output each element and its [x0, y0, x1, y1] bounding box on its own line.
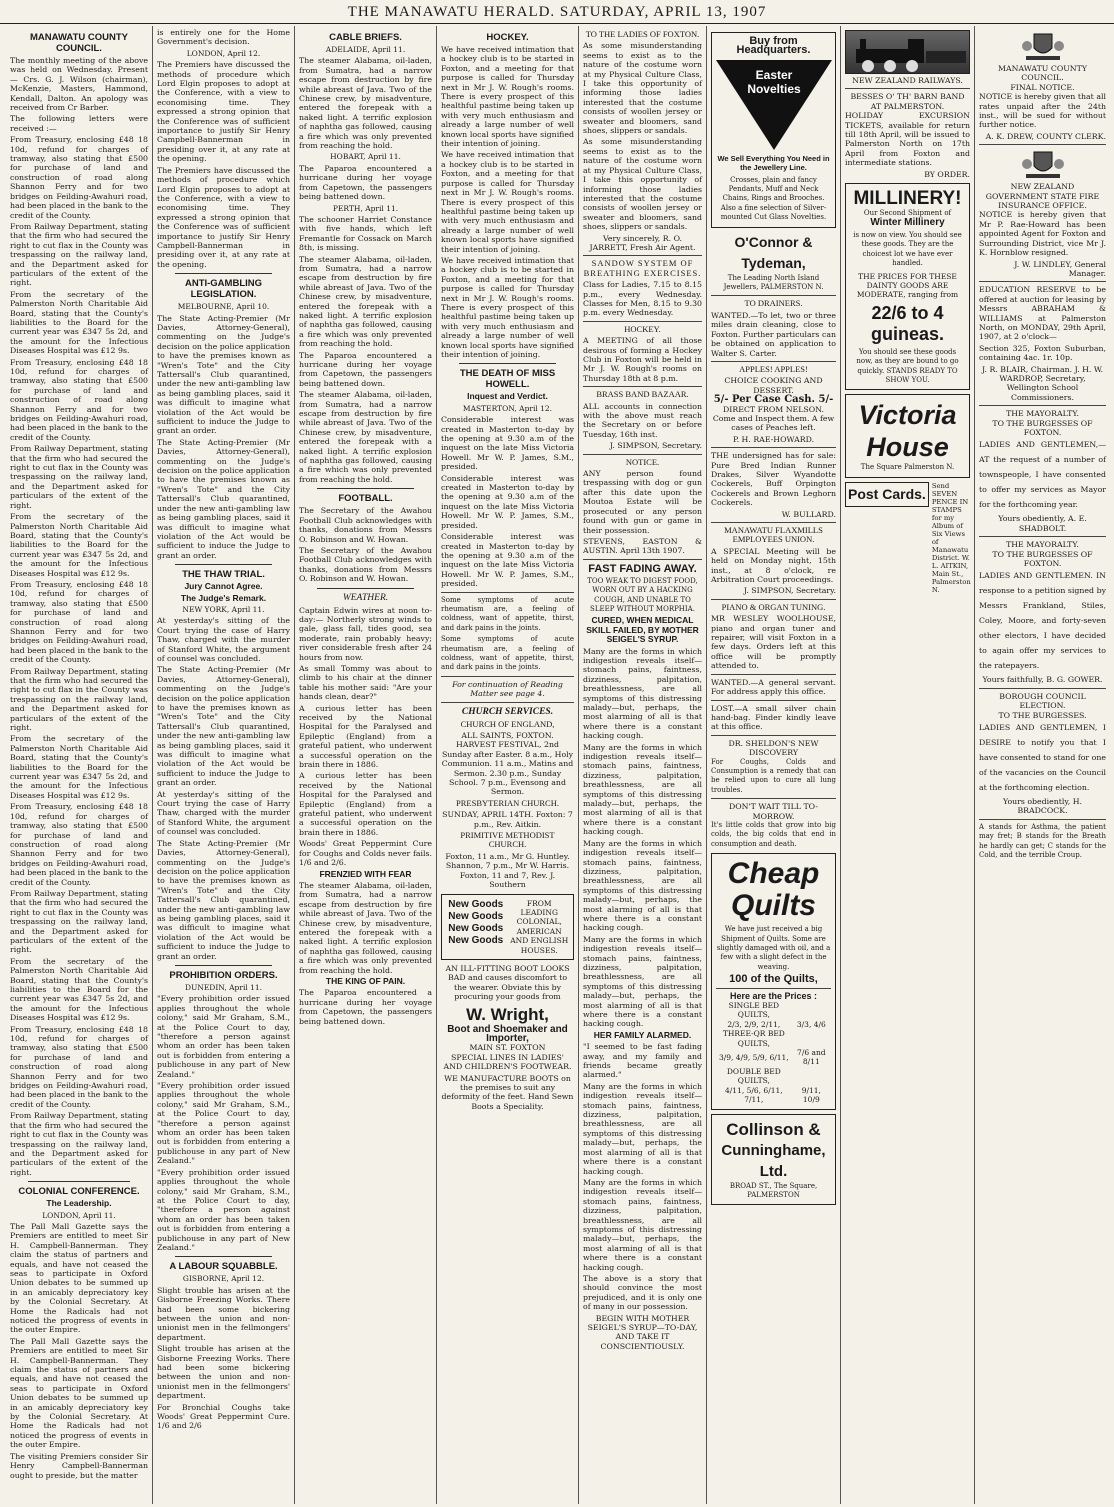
price-cell: DOUBLE BED QUILTS, [726, 1066, 781, 1086]
price-row [716, 1086, 831, 1105]
collinson-ad [711, 1114, 836, 1206]
article-text: TOO WEAK TO DIGEST FOOD, WORN OUT BY A HACKING COUGH, AND UNABLE TO SLEEP WITHOUT MORPHIA. [587, 576, 698, 613]
article-text: Slight trouble has arisen at the Gisborne Freezing Works. There had been some bickering between the union and non-unionist men in the fellmongers' department. [157, 1285, 290, 1342]
ad-text: Crosses, plain and fancy Pendants, Muff and Neck Chains, Rings and Brooches. Also a fine selection of Silver-mounted Cut Glass Novelties. [720, 175, 827, 222]
article-text: From Treasury, enclosing £48 18 10d, refund for charges of tramway, also stating that £500 for purchase of land and construction of road along Shannon Ferry and for two bridges on Feilding-Awahuri road, had been placed in the bank to the credit of the County. [10, 135, 148, 220]
column-6 [706, 26, 840, 1504]
article-text: From the secretary of the Palmerston North Charitable Aid Board, stating that the County's liabilities to the Board for the current year was £347 5s 2d, and the amount for the Infectious Diseases Hospital was £12 9s. [10, 956, 148, 1023]
article-heading: TO DRAINERS. [744, 298, 803, 309]
article-text: SPECIAL LINES IN LADIES' AND CHILDREN'S FOOTWEAR. [443, 1052, 572, 1072]
dateline: MASTERTON, April 12. [462, 403, 553, 413]
price-row [716, 1048, 831, 1067]
divider [459, 363, 556, 364]
article-text: is entirely one for the Home Government's decision. [157, 28, 290, 47]
divider [583, 559, 702, 560]
article-text: For Bronchial Coughs take Woods' Great Peppermint Cure. 1/6 and 2/6 [157, 1402, 290, 1431]
article-text: Some symptoms of acute rheumatism are, a feeling of coldness, want of appetite, thirst, and dark pains in the joints. [441, 595, 574, 632]
article-text: From Railway Department, stating that the firm who had secured the right to cut flax in the County was trespassing on the railway land, and the Department asked for particulars of the extent of the right. [10, 666, 148, 733]
article-text: The Premiers have discussed the methods of procedure which Lord Elgin proposes to adopt at the Conference, with a view to economising time. They expressed a strong opinion that the Conference was of sufficient importance to justify Sir Henry Campbell-Bannerman in presiding over it, at any rate at the opening. [157, 60, 290, 164]
article-text: ANY person found trespassing with dog or gun after this date upon the Moutoa Estate will be prosecuted or any person found with gun or game in their possession. [583, 469, 702, 535]
article-subheading: HER FAMILY ALARMED. [593, 1029, 692, 1040]
article-text: HOLIDAY EXCURSION TICKETS, available for return till 18th April, will be issued to Palmerston North on 17th April from Foxton and intermediate stations. [845, 111, 970, 168]
article-text: The steamer Alabama, oil-laden, from Sumatra, had a narrow escape from destruction by fire while abreast of Java. Two of the Chinese crew, by misadventure, entered the forepeak with a naked light. A terrific explosion of naphtha gas followed, causing a fire which was only prevented from reaching the hold. [299, 56, 432, 151]
divider [317, 488, 414, 489]
article-heading: ANTI-GAMBLING LEGISLATION. [184, 278, 263, 301]
article-text: From Treasury, enclosing £48 18 10d, refund for charges of tramway, also stating that £500 for purchase of land and construction of road along Shannon Ferry and for two bridges on Feilding-Awahuri road, had been placed in the bank to the credit of the County. [10, 357, 148, 442]
millinery-text: THE PRICES FOR THESE DAINTY GOODS ARE MODERATE, ranging from [856, 271, 959, 300]
dateline: PERTH, April 11. [332, 203, 399, 213]
signature: STEVENS, EASTON & AUSTIN. April 13th 1907. [583, 536, 702, 556]
newspaper-page [6, 26, 1110, 1504]
divider [711, 735, 836, 736]
divider [979, 688, 1106, 689]
collinson-address: BROAD ST., The Square, PALMERSTON [729, 1181, 818, 1199]
article-text: The Paparoa encountered a hurricane during her voyage from Capetown, the passengers being battened down. [299, 163, 432, 202]
article-heading: FAST FADING AWAY. [588, 562, 697, 575]
article-text: As some misunderstanding seems to exist as to the nature of the costume worn at my Physical Culture Class, I take this opportunity of informing those ladies interested that the costume consists of woollen jersey or sweater and bloomers, sand shoes, slippers or sandals. [583, 137, 702, 232]
article-text: Considerable interest was created in Masterton to-day by the opening at 9.30 a.m of the inquest on the late Miss Victoria Howell. Mr W. P. James, S.M., presided. [441, 473, 574, 530]
article-text: LOST.—A small silver chain hand-bag. Finder kindly leave at this office. [711, 703, 836, 732]
quilts-text: We have just received a big Shipment of Quilts. Some are slightly damaged with oil, and a few with a slight defect in the weaving. [716, 925, 831, 971]
article-text: WANTED.—A general servant. For address apply this office. [711, 677, 836, 697]
dateline: LONDON, April 12. [186, 48, 261, 58]
new-goods-label: New Goods [448, 922, 504, 934]
divider [583, 386, 702, 387]
masthead: THE MANAWATU HERALD. SATURDAY, APRIL 13, 1907 [0, 0, 1114, 24]
article-text: From Railway Department, stating that the firm who had secured the right to cut flax in the County was trespassing on the railway land, and the Department asked for particulars of the extent of the right. [10, 888, 148, 955]
article-heading: CABLE BRIEFS. [329, 32, 402, 43]
crest-icon [1020, 148, 1066, 180]
price-row [716, 1067, 831, 1086]
divider [711, 295, 836, 296]
coat-of-arms [1020, 30, 1066, 62]
price-row [716, 1001, 831, 1020]
article-text: Many are the forms in which indigestion reveals itself—stomach pains, faintness, dizziness, palpitation, breathlessness, are all symptoms of this distressing malady—but, perhaps, the most alarming of all is that where there is a constant hacking cough. [583, 934, 702, 1029]
column-1 [6, 26, 152, 1504]
divider [583, 255, 702, 256]
column-4 [436, 26, 578, 1504]
article-heading: APPLES! APPLES! [739, 363, 808, 374]
article-text: From Railway Department, stating that the firm who had secured the right to cut flax in the County was trespassing on the railway land, and the Department asked for particulars of the extent of the right. [10, 444, 148, 510]
article-subheading: PRESBYTERIAN CHURCH. [456, 797, 559, 808]
article-text: SUNDAY, APRIL 14TH. Foxton: 7 p.m., Rev. Aitkin. [442, 810, 573, 829]
dateline: MELBOURNE, April 10. [177, 302, 270, 312]
article-text: NOTICE is hereby given that Mr P. Rae-Howard has been appointed Agent for Foxton and Surrounding District, vice Mr J. K. Hornblow resigned. [979, 210, 1106, 258]
new-goods-ad [441, 894, 574, 960]
signature: Very sincerely, R. O. JARRETT, Fresh Air Agent. [589, 233, 696, 252]
article-subheading: The Leadership. [46, 1198, 112, 1209]
price-cell: SINGLE BED QUILTS, [728, 1001, 780, 1020]
article-text: "I seemed to be fast fading away, and my family and friends became greatly alarmed." [583, 1042, 702, 1080]
article-text: AN ILL-FITTING BOOT LOOKS BAD and causes discomfort to the wearer. Obviate this by procuring your goods from [445, 963, 570, 1002]
article-text: WE MANUFACTURE BOOTS on the premises to suit any deformity of the feet. Hand Sewn Boots a Speciality. [441, 1073, 574, 1111]
price-cell: 9/11, 10/9 [801, 1085, 821, 1105]
price-row [716, 1020, 831, 1029]
article-text: Many are the forms in which indigestion reveals itself—stomach pains, faintness, dizziness, palpitation, breathlessness, are all symptoms of this distressing malady—but, perhaps, the most alarming of all is that where there is a constant hacking cough. [583, 742, 702, 837]
continuation-note: For continuation of Reading Matter see page 4. [452, 679, 563, 699]
article-text: The State Acting-Premier (Mr Davies, Attorney-General), commenting on the Judge's decision on the police application to have the premises known as "Wren's Tote" and the City Tattersall's Club quarantined, under the new anti-gambling law as being gambling places, said it was difficult to imagine what violation of the Act would be sufficient to induce the Judge to grant an order. [157, 665, 290, 788]
article-text: It's little colds that grow into big colds, the big colds that end in consumption and death. [711, 820, 836, 848]
millinery-text: is now on view. You should see these goods. They are the choicest lot we have ever handled. [853, 230, 962, 268]
article-text: The Secretary of the Awahou Football Club acknowledges with thanks, donations from Messrs O. Robinson and W. Howan. [299, 545, 432, 584]
divider [28, 1181, 130, 1182]
article-text: Slight trouble has arisen at the Gisborne Freezing Works. There had been some bickering between the union and non-unionist men in the fellmongers' department. [157, 1344, 290, 1401]
ad-headline: Buy from Headquarters. [736, 35, 811, 57]
signature: J. SIMPSON, Secretary. [609, 441, 702, 451]
article-subheading: CHURCH OF ENGLAND, [460, 718, 555, 729]
dateline: DUNEDIN, April 11. [184, 982, 263, 992]
article-text: THE undersigned has for sale: Pure Bred Indian Runner Drakes, Silver Wyandotte Cockerels, Buff Orpington Cockerels and Brown Leghorn Cockerels. [711, 451, 836, 508]
jeweller-ad [711, 32, 836, 228]
article-text: Woods' Great Peppermint Cure for Coughs and Colds never fails. 1/6 and 2/6. [299, 839, 432, 868]
divider [711, 447, 836, 448]
triangle-badge [716, 60, 832, 150]
wright-name: W. Wright, [466, 1004, 549, 1024]
divider [583, 454, 702, 455]
article-heading: DR. SHELDON'S NEW DISCOVERY [728, 738, 819, 758]
article-subheading: TO THE BURGESSES OF FOXTON. [992, 549, 1093, 569]
article-text: A curious letter has been received by the National Hospital for the Paralysed and Epileptic (England) from a grateful patient, who underwent a successful operation on the brain there in 1886. [299, 771, 432, 837]
millinery-subtitle: Our Second Shipment of [863, 209, 952, 218]
article-text: From Railway Department, stating that the firm who had secured the right to cut flax in the County was trespassing on the railway land, and the Department asked for particulars of the extent of the right. [10, 1111, 148, 1177]
article-heading: THE DEATH OF MISS HOWELL. [459, 368, 556, 391]
article-text: Some symptoms of acute rheumatism are, a feeling of coldness, want of appetite, thirst, and dark pains in the joints. [441, 635, 574, 672]
article-text: Captain Edwin wires at noon to-day:— Northerly strong winds to gale, glass fall, tides good, sea moderate, rain probably heavy; river considerable fresh after 24 hours from now. [299, 605, 432, 662]
coat-of-arms [1020, 148, 1066, 180]
column-7 [840, 26, 974, 1504]
divider [317, 588, 414, 589]
price-cell [792, 1029, 831, 1048]
article-heading: HOCKEY. [486, 32, 529, 43]
article-text: LADIES AND GENTLEMEN, I DESIRE to notify you that I have consented to stand for one of the vacancies on the Council at the forthcoming election. [979, 723, 1106, 793]
article-text: BEGIN WITH MOTHER SEIGEL'S SYRUP—TO-DAY, AND TAKE IT CONSCIENTIOUSLY. [587, 1313, 698, 1351]
article-text: The schooner Harriet Constance with five hands, which left Fremantle for Cossack on March 8th, is missing. [299, 214, 432, 253]
jeweller-subtitle: The Leading North Island Jewellers, PALMERSTON N. [723, 273, 824, 292]
price-cell: 4/11, 5/6, 6/11, 7/11, [724, 1085, 783, 1105]
price-table [716, 1001, 831, 1104]
article-heading: WEATHER. [342, 592, 389, 603]
dateline: ADELAIDE, April 11. [325, 45, 406, 54]
divider [716, 988, 831, 989]
divider [979, 536, 1106, 537]
divider [979, 281, 1106, 282]
article-heading: BRASS BAND BAZAAR. [596, 389, 689, 400]
divider [979, 819, 1106, 820]
millinery-subtitle: Winter Millinery [870, 217, 945, 229]
article-heading: CHURCH SERVICES. [461, 706, 554, 717]
divider [711, 700, 836, 701]
article-text: Class for Ladies, 7.15 to 8.15 p.m., every Wednesday. Classes for Men, 8.15 to 9.30 p.m. every Wednesday. [583, 280, 702, 318]
new-goods-side: FROM LEADING COLONIAL, AMERICAN AND ENGLISH HOUSES. [510, 898, 569, 955]
article-text: From Railway Department, stating that the firm who had secured the right to cut flax in the County was trespassing on the railway land, and the Department asked for particulars of the extent of the right. [10, 221, 148, 288]
quilts-title: Cheap [727, 857, 820, 891]
article-heading: HOCKEY. [624, 323, 661, 334]
price-cell: 2/3, 2/9, 2/11, [727, 1019, 781, 1029]
article-text: The Pall Mall Gazette says the Premiers are entitled to meet Sir H. Campbell-Bannerman. They claim the status of partners and equals, and have not ceased the seas to participate in Oxford Union debates to be summed up in an amicably depreciatory key by the Colonial Secretary. At Home the Radicals had not noticed the progress of events in the outer Empire. [10, 1221, 148, 1335]
signature: Yours faithfully, B. G. GOWER. [982, 675, 1103, 685]
column-3 [294, 26, 436, 1504]
article-text: As small Tommy was about to climb to his chair at the dinner table his mother said: "Are your hands clean, dear?" [299, 663, 432, 702]
article-text: As some misunderstanding seems to exist as to the nature of the costume worn at my Physical Culture Class, I take this opportunity of informing those ladies interested that the costume consists of woollen jersey or sweater and bloomers, sand shoes, slippers or sandals. [583, 41, 702, 136]
article-text: "Every prohibition order issued applies throughout the whole colony," said Mr Graham, S.M., at the Police Court to day, "therefore a person against whom an order has been taken out is forbidden from entering a publichouse in any part of New Zealand." [157, 1081, 290, 1166]
article-subheading: BESSES O' TH' BARN BAND AT PALMERSTON. [850, 92, 965, 111]
article-text: Many are the forms in which indigestion reveals itself—stomach pains, faintness, dizziness, palpitation, breathlessness, are all symptoms of this distressing malady—but, perhaps, the most alarming of all is that where there is a constant hacking cough. [583, 1177, 702, 1272]
divider [979, 405, 1106, 406]
article-text: Many are the forms in which indigestion reveals itself—stomach pains, faintness, dizziness, palpitation, breathlessness, are all symptoms of this distressing malady—but, perhaps, the most alarming of all is that where there is a constant hacking cough. [583, 1081, 702, 1176]
victoria-house-ad [845, 394, 970, 477]
divider [441, 592, 574, 593]
article-subheading: Inquest and Verdict. [467, 391, 548, 402]
article-heading: BOROUGH COUNCIL ELECTION. [999, 691, 1086, 711]
article-subheading: FINAL NOTICE. [1010, 82, 1075, 92]
article-subheading: TO THE BURGESSES OF FOXTON. [992, 418, 1093, 437]
divider [711, 599, 836, 600]
article-text: From the secretary of the Palmerston North Charitable Aid Board, stating that the County's liabilities to the Board for the current year was £347 5s 2d, and the amount for the Infectious Diseases Hospital was £12 9s. [10, 512, 148, 578]
dateline: HOBART, April 11. [330, 152, 401, 162]
article-text: EDUCATION RESERVE to be offered at auction for leasing by Messrs ABRAHAM & WILLIAMS at Palmerston North, on MONDAY, 29th April, 1907, at 2 o'clock— [979, 285, 1106, 342]
article-text: Considerable interest was created in Masterton to-day by the opening at 9.30 a.m of the inquest on the late Miss Victoria Howell. Mr W. P. James, S.M., presided. [441, 532, 574, 589]
article-text: The Premiers have discussed the methods of procedure which Lord Elgin proposes to adopt at the Conference, with a view to economising time. They expressed a strong opinion that the Conference was of sufficient importance to justify Sir Henry Campbell-Bannerman in presiding over it, at any rate at the opening. [157, 165, 290, 269]
article-heading: DON'T WAIT TILL TO-MORROW. [729, 802, 818, 821]
article-heading: NOTICE. [625, 456, 660, 467]
article-heading: A LABOUR SQUABBLE. [169, 1261, 278, 1273]
article-heading: THE THAW TRIAL. [182, 569, 265, 581]
signature: Yours obediently, H. BRADCOCK. [1002, 797, 1083, 816]
article-text: ALL SAINTS, FOXTON. HARVEST FESTIVAL, 2nd Sunday after Easter. 8 a.m., Holy Communion. 11 a.m., Matins and Sermon. 2.30 p.m., Sunday School. 7 p.m., Evensong and Sermon. [441, 731, 574, 797]
article-text: The State Acting-Premier (Mr Davies, Attorney-General), commenting on the Judge's decision on the police application to have the premises known as "Wren's Tote" and the City Tattersall's Club quarantined, under the new anti-gambling law as being gambling places, said it was difficult to imagine what violation of the Act would be sufficient to induce the Judge to grant an order. [157, 437, 290, 560]
postcards-ad [845, 482, 970, 594]
new-goods-label: New Goods [448, 934, 504, 946]
article-text: From the secretary of the Palmerston North Charitable Aid Board, stating that the County's liabilities to the Board for the current year was £347 5s 2d, and the amount for the Infectious Diseases Hospital was £12 9s. [10, 289, 148, 356]
article-text: MR WESLEY WOOLHOUSE, piano and organ tuner and repairer, will visit Foxton in a few days. Orders left at this office will be promptly attended to. [711, 614, 836, 671]
divider [979, 144, 1106, 145]
article-text: The Secretary of the Awahou Football Club acknowledges with thanks, donations from Messrs O. Robinson and W. Howan. [299, 506, 432, 544]
column-8 [974, 26, 1110, 1504]
article-text: From Treasury, enclosing £48 18 10d, refund for charges of tramway, also stating that £500 for purchase of land and construction of road along Shannon Ferry and for two bridges on Feilding-Awahuri road, had been placed in the bank to the credit of the County. [10, 1024, 148, 1109]
collinson-name: Collinson & [726, 1119, 821, 1139]
article-text: NOTICE is hereby given that all rates unpaid after the 24th inst., will be sued for without further notice. [979, 92, 1106, 130]
article-text: Many are the forms in which indigestion reveals itself—stomach pains, faintness, dizziness, palpitation, breathlessness, are all symptoms of this distressing malady—but, perhaps, the most alarming of all is that where there is a constant hacking cough. [583, 838, 702, 933]
article-text: From Treasury, enclosing £48 18 10d, refund for charges of tramway, also stating that £500 for purchase of land and construction of road along Shannon Ferry and for two bridges on Feilding-Awahuri road, had been placed in the bank to the credit of the County. [10, 802, 148, 887]
divider [711, 798, 836, 799]
divider [441, 702, 574, 703]
article-text: The Paparoa encountered a hurricane during her voyage from Capetown, the passengers being battened down. [299, 988, 432, 1026]
signature: J. R. BLAIR, Chairman. J. H. W. WARDROP, Secretary, Wellington School Commissioners. [982, 364, 1103, 402]
article-heading: PROHIBITION ORDERS. [169, 969, 278, 981]
article-heading: SANDOW SYSTEM OF BREATHING EXERCISES. [583, 258, 702, 278]
article-text: A MEETING of all those desirous of forming a Hockey Club in Foxton will be held in Mr J. W. Rough's rooms on Thursday 18th at 8 p.m. [583, 336, 702, 383]
article-text: A curious letter has been received by the National Hospital for the Paralysed and Epileptic (England) from a grateful patient, who underwent a successful operation on the brain there in 1886. [299, 703, 432, 770]
article-text: At yesterday's sitting of the Court trying the case of Harry Thaw, charged with the murder of Stanford White, the argument of counsel was concluded. [157, 616, 290, 663]
article-text: DIRECT FROM NELSON. Come and Inspect them. A few cases of Peaches left. [712, 404, 835, 433]
article-subheading: Jury Cannot Agree. [184, 581, 263, 592]
postcards-text: Send SEVEN PENCE IN STAMPS for my Album of Six Views of Manawatu District. W. L. AITKIN, Main St., Palmerston N. [931, 481, 971, 594]
article-text: The steamer Alabama, oil-laden, from Sumatra, had a narrow escape from destruction by fire while abreast of Java. Two of the Chinese crew, by misadventure, entered the forepeak with a naked light. A terrific explosion of naphtha gas followed, causing a fire which was only prevented from reaching the hold. [299, 390, 432, 484]
collinson-name: Cunninghame, Ltd. [721, 1141, 826, 1180]
signature: W. BULLARD. [781, 509, 836, 519]
article-text: We have received intimation that a hockey club is to be started in Foxton, and a meeting for that purpose is called for Thursday next in Mr J. W. Rough's rooms. There is every prospect of this healthful pastime being taken up with very much enthusiasm and already a large number of well known local sports have signified their intention of joining. [441, 45, 574, 149]
price-line: 5/- Per Case Cash. 5/- [713, 394, 834, 406]
article-heading: MANAWATU COUNTY COUNCIL. [30, 32, 128, 54]
new-goods-label: New Goods [448, 898, 504, 910]
article-text: From the secretary of the Palmerston North Charitable Aid Board, stating that the County's liabilities to the Board for the current year was £347 5s 2d, and the amount for the Infectious Diseases Hospital was £12 9s. [10, 734, 148, 800]
article-heading: MANAWATU COUNTY COUNCIL. [998, 64, 1087, 83]
article-heading: THE MAYORALTY. [1006, 540, 1079, 550]
dateline: NEW YORK, April 11. [182, 604, 265, 614]
divider [175, 564, 272, 565]
article-text: WANTED.—To let, two or three miles drain cleaning, close to Foxton. Further particulars can be obtained on application to Walter S. Carter. [711, 310, 836, 358]
article-text: The State Acting-Premier (Mr Davies, Attorney-General), commenting on the Judge's decision on the police application to have the premises known as "Wren's Tote" and the City Tattersall's Club quarantined, under the new anti-gambling law as being gambling places, said it was difficult to imagine what violation of the Act would be sufficient to induce the Judge to grant an order. [157, 313, 290, 436]
millinery-text: You should see these goods now, as they are bound to go quickly. STANDS READY TO SHOW YOU. [856, 347, 959, 384]
article-text: Considerable interest was created in Masterton to-day by the opening at 9.30 a.m of the inquest on the late Miss Victoria Howell. Mr W. P. James, S.M., presided. [441, 415, 574, 472]
victoria-title: Victoria [858, 400, 957, 431]
article-text: "Every prohibition order issued applies throughout the whole colony," said Mr Graham, S.M., at the Police Court to day, "therefore a person against whom an order has been taken out is forbidden from entering a publichouse in any part of New Zealand." [157, 1167, 290, 1252]
article-text: Foxton, 11 a.m., Mr G. Huntley. Shannon, 7 p.m., Mr W. Harris. Foxton, 11 and 7, Rev. J. Southern [445, 851, 570, 890]
article-heading: PIANO & ORGAN TUNING. [721, 601, 826, 612]
wright-address: MAIN ST. FOXTON [469, 1043, 546, 1053]
divider [711, 361, 836, 362]
article-text: ALL accounts in connection with the above must reach the Secretary on or before Tuesday, 16th inst. [583, 401, 702, 439]
prices-heading: Here are the Prices : [729, 990, 818, 1001]
jeweller-name: O'Connor & Tydeman, [734, 233, 813, 271]
dateline: GISBORNE, April 12. [182, 1274, 265, 1284]
ad-tagline: We Sell Everything You Need in the Jewellery Line. [717, 153, 830, 173]
article-text: The steamer Alabama, oil-laden, from Sumatra, had a narrow escape from destruction by fire while abreast of Java. Two of the Chinese crew, by misadventure, entered the forepeak with a naked light. A terrific explosion of naphtha gas followed, causing a fire which was only prevented from reaching the hold. [299, 254, 432, 349]
article-text: The above is a story that should convince the most prejudiced, and it is only one of many in our possession. [583, 1273, 702, 1312]
victoria-address: The Square Palmerston N. [860, 463, 955, 472]
article-text: The visiting Premiers consider Sir Henry Campbell-Bannerman ought to preside, but the matter [10, 1451, 148, 1480]
article-text: LADIES AND GENTLEMEN. IN response to a petition signed by Messrs Frankland, Stiles, Coley, Moore, and forty-seven other electors, I have decided to again offer my services to the ratepayers. [979, 571, 1106, 671]
wright-subtitle: Boot and Shoemaker and Importer, [447, 1023, 568, 1044]
victoria-title: House [866, 432, 949, 463]
train-engraving [845, 30, 970, 74]
article-subheading: CHOICE COOKING AND DESSERT. [724, 376, 823, 395]
signature: J. SIMPSON, Secretary. [743, 586, 836, 596]
millinery-price: 22/6 to 4 guineas. [870, 302, 945, 344]
divider [175, 965, 272, 966]
article-text: A SPECIAL Meeting will be held on Monday night, 15th inst., at 8 o'clock, re Arbitration Court proceedings. [711, 546, 836, 585]
article-text: The State Acting-Premier (Mr Davies, Attorney-General), commenting on the Judge's decision on the police application to have the premises known as "Wren's Tote" and the City Tattersall's Club quarantined, under the new anti-gambling law as being gambling places, said it was difficult to imagine what violation of the Act would be sufficient to induce the Judge to grant an order. [157, 838, 290, 961]
article-text: The following letters were received :— [10, 114, 148, 133]
article-text: The Pall Mall Gazette says the Premiers are entitled to meet Sir H. Campbell-Bannerman. They claim the status of partners and equals, and have not ceased the seas to participate in Oxford Union debates to be summed up in an amicably depreciatory key by the Colonial Secretary. At Home the Radicals had not noticed the progress of events in the outer Empire. [10, 1336, 148, 1450]
article-subheading: FRENZIED WITH FEAR [319, 868, 412, 879]
train-icon [846, 31, 972, 75]
divider [441, 676, 574, 677]
signature: Yours obediently, A. E. SHADBOLT. [998, 514, 1087, 533]
article-heading: MANAWATU FLAXMILLS EMPLOYEES UNION. [724, 525, 823, 545]
article-text: The monthly meeting of the above was held on Wednesday. Present — Crs. G. J. Wilson (chairman), McKenzie, Masters, Hammond, Kendall, Dalton. An apology was received from Cr Barber. [10, 56, 148, 113]
quilts-offer: 100 of the Quilts, [729, 973, 818, 986]
column-5 [578, 26, 706, 1504]
article-text: We have received intimation that a hockey club is to be started in Foxton, and a meeting for that purpose is called for Thursday next in Mr J. W. Rough's rooms. There is every prospect of this healthful pastime being taken up with very much enthusiasm and already a large number of well known local sports have signified their intention of joining. [441, 255, 574, 359]
price-row [716, 1029, 831, 1048]
signature: J. W. LINDLEY, General Manager. [1014, 259, 1106, 278]
article-text: The Paparoa encountered a hurricane during her voyage from Capetown, the passengers being battened down. [299, 350, 432, 388]
signature: A. K. DREW, COUNTY CLERK. [985, 131, 1106, 141]
divider [175, 273, 272, 274]
article-heading: THE MAYORALTY. [1006, 409, 1079, 419]
article-text: We have received intimation that a hockey club is to be started in Foxton, and a meeting for that purpose is called for Thursday next in Mr J. W. Rough's rooms. There is every prospect of this healthful pastime being taken up with very much enthusiasm and already a large number of well known local sports have signified their intention of joining. [441, 150, 574, 254]
article-heading: FOOTBALL. [338, 493, 393, 505]
price-cell [792, 1067, 831, 1086]
article-text: LADIES AND GENTLEMEN,— AT the request of a number of townspeople, I have consented to offer my services as Mayor for the forthcoming year. [979, 440, 1106, 510]
article-subheading: CURED, WHEN MEDICAL SKILL FAILED, BY MOTHER SEIGEL'S SYRUP. [586, 615, 699, 645]
price-cell: 7/6 and 8/11 [797, 1048, 826, 1067]
signature: BY ORDER. [924, 169, 970, 179]
price-cell: 3/3, 4/6 [796, 1019, 826, 1029]
article-text: The steamer Alabama, oil-laden, from Sumatra, had a narrow escape from destruction by fire while abreast of Java. Two of the Chinese crew, by misadventure, entered the forepeak with a naked light. A terrific explosion of naphtha gas followed, causing a fire which was only prevented from reaching the hold. [299, 880, 432, 975]
postcards-title: Post Cards. [845, 482, 929, 507]
price-cell: 3/9, 4/9, 5/9, 6/11, [718, 1052, 789, 1062]
article-text: A stands for Asthma, the patient may fret; B stands for the Breath he hardly can get; C stands for the Cold, and the terrible Croup. [979, 822, 1106, 860]
article-text: "Every prohibition order issued applies throughout the whole colony," said Mr Graham, S.M., at the Police Court to day, "therefore a person against whom an order has been taken out is forbidden from entering a publichouse in any part of New Zealand." [157, 994, 290, 1079]
quilts-title: Quilts [730, 889, 816, 923]
article-heading: COLONIAL CONFERENCE. [18, 1186, 140, 1198]
column-2 [152, 26, 294, 1504]
article-subheading: THE KING OF PAIN. [325, 975, 406, 986]
article-text: At yesterday's sitting of the Court trying the case of Harry Thaw, charged with the murder of Stanford White, the argument of counsel was concluded. [157, 789, 290, 837]
divider [845, 88, 970, 89]
quilts-ad [711, 853, 836, 1109]
article-subheading: TO THE BURGESSES. [998, 710, 1087, 720]
article-heading: NEW ZEALAND RAILWAYS. [852, 76, 963, 85]
ad-triangle-text: Easter Novelties [747, 67, 801, 96]
crest-icon [1020, 30, 1066, 62]
millinery-title: MILLINERY! [853, 188, 962, 210]
divider [711, 522, 836, 523]
divider [175, 1256, 272, 1257]
divider [583, 321, 702, 322]
article-text: For Coughs, Colds and Consumption is a remedy that can be relied upon to cure all lung troubles. [711, 757, 836, 794]
article-subheading: PRIMITIVE METHODIST CHURCH. [460, 830, 555, 850]
new-goods-label: New Goods [448, 910, 504, 922]
article-heading: NEW ZEALAND GOVERNMENT STATE FIRE INSURANCE OFFICE. [985, 182, 1100, 211]
dateline: LONDON, April 11. [42, 1210, 116, 1220]
signature: P. H. RAE-HOWARD. [732, 434, 815, 444]
price-cell: THREE-QR BED QUILTS, [722, 1029, 785, 1048]
divider [711, 674, 836, 675]
price-cell [792, 1001, 831, 1020]
article-heading: TO THE LADIES OF FOXTON. [585, 29, 700, 39]
article-text: Many are the forms in which indigestion reveals itself—stomach pains, faintness, dizziness, palpitation, breathlessness, are all symptoms of this distressing malady—but, perhaps, the most alarming of all is that where there is a constant hacking cough. [583, 646, 702, 741]
article-subheading: The Judge's Remark. [180, 592, 267, 603]
millinery-ad [845, 183, 970, 390]
article-text: From Treasury, enclosing £48 18 10d, refund for charges of tramway, also stating that £500 for purchase of land and construction of road along Shannon Ferry and for two bridges on Feilding-Awahuri road, had been placed in the bank to the credit of the County. [10, 579, 148, 665]
article-text: Section 325, Foxton Suburban, containing 4ac. 1r. 10p. [979, 343, 1106, 363]
